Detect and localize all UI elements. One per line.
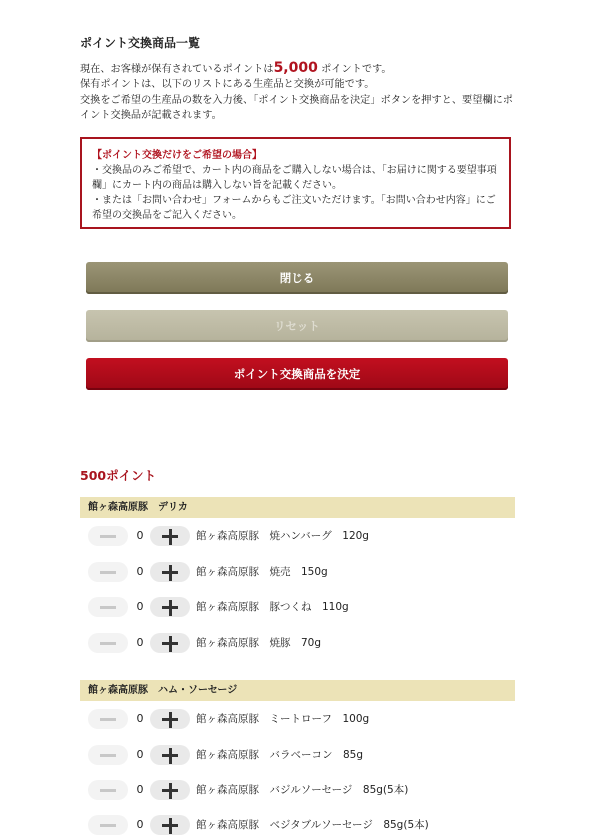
list-item <box>80 562 515 582</box>
category-header: 館ヶ森高原豚 ハム・ソーセージ <box>80 680 515 701</box>
minus-icon[interactable] <box>88 526 128 546</box>
notice-heading: 【ポイント交換だけをご希望の場合】 <box>92 150 262 161</box>
submit-exchange-button[interactable]: ポイント交換商品を決定 <box>86 358 508 390</box>
minus-icon[interactable] <box>88 633 128 653</box>
plus-icon[interactable] <box>150 745 190 765</box>
close-button[interactable]: 閉じる <box>86 262 508 294</box>
list-item <box>80 745 515 765</box>
notice-box <box>80 137 511 229</box>
quantity-value: 0 <box>136 783 144 796</box>
plus-icon[interactable] <box>150 562 190 582</box>
product-name: 館ヶ森高原豚 焼ハンバーグ 120g <box>196 530 369 542</box>
minus-icon[interactable] <box>88 597 128 617</box>
plus-icon[interactable] <box>150 780 190 800</box>
intro-line3: 交換をご希望の生産品の数を入力後、「ポイント交換商品を決定」ボタンを押すと、要望欄にポイント交換品が記載されます。 <box>80 94 513 122</box>
notice-line-1: ・交換品のみご希望で、カート内の商品をご購入しない場合は、「お届けに関する要望事項欄」にカート内の商品は購入しない旨を記載ください。 <box>92 165 497 191</box>
minus-icon[interactable] <box>88 709 128 729</box>
product-name: 館ヶ森高原豚 焼豚 70g <box>196 637 322 649</box>
minus-icon[interactable] <box>88 815 128 835</box>
quantity-value: 0 <box>136 600 144 613</box>
list-item <box>80 815 515 835</box>
intro-text <box>80 61 515 124</box>
points-balance: 5,000 <box>273 60 318 76</box>
notice-line-2: ・または「お問い合わせ」フォームからもご注文いただけます。「お問い合わせ内容」にご希望の交換品をご記入ください。 <box>92 195 496 221</box>
list-item <box>80 780 515 800</box>
plus-icon[interactable] <box>150 709 190 729</box>
list-item <box>80 597 515 617</box>
quantity-value: 0 <box>136 529 144 542</box>
section-title: 500ポイント <box>80 468 157 483</box>
intro-post: ポイントです。 <box>321 64 392 75</box>
product-name: 館ヶ森高原豚 焼売 150g <box>196 566 328 578</box>
minus-icon[interactable] <box>88 780 128 800</box>
minus-icon[interactable] <box>88 562 128 582</box>
plus-icon[interactable] <box>150 633 190 653</box>
reset-button[interactable]: リセット <box>86 310 508 342</box>
quantity-value: 0 <box>136 818 144 831</box>
product-name: 館ヶ森高原豚 バラベーコン 85g <box>196 749 364 761</box>
quantity-value: 0 <box>136 748 144 761</box>
product-name: 館ヶ森高原豚 バジルソーセージ 85g(5本) <box>196 784 409 796</box>
product-name: 館ヶ森高原豚 ミートローフ 100g <box>196 713 370 725</box>
list-item <box>80 633 515 653</box>
quantity-value: 0 <box>136 565 144 578</box>
list-item <box>80 709 515 729</box>
page-title: ポイント交換商品一覧 <box>80 36 201 50</box>
category-header: 館ヶ森高原豚 デリカ <box>80 497 515 518</box>
product-name: 館ヶ森高原豚 豚つくね 110g <box>196 601 349 613</box>
list-item <box>80 526 515 546</box>
minus-icon[interactable] <box>88 745 128 765</box>
plus-icon[interactable] <box>150 526 190 546</box>
quantity-value: 0 <box>136 712 144 725</box>
plus-icon[interactable] <box>150 815 190 835</box>
quantity-value: 0 <box>136 636 144 649</box>
intro-pre: 現在、お客様が保有されているポイントは <box>80 64 274 75</box>
product-name: 館ヶ森高原豚 ベジタブルソーセージ 85g(5本) <box>196 819 429 831</box>
intro-line2: 保有ポイントは、以下のリストにある生産品と交換が可能です。 <box>80 79 375 91</box>
plus-icon[interactable] <box>150 597 190 617</box>
